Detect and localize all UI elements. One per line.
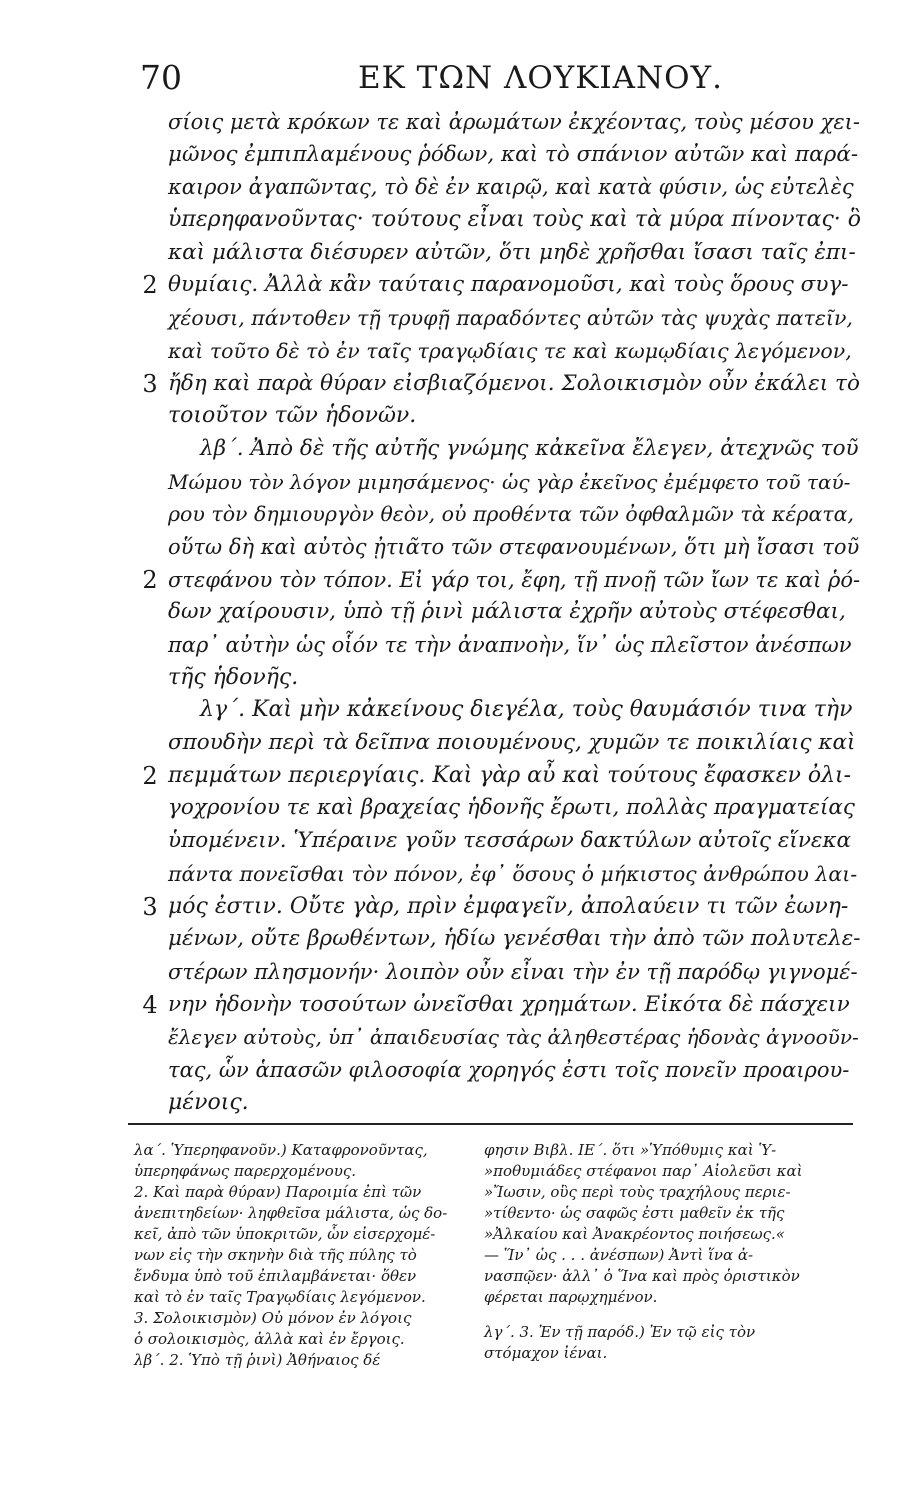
footnote-line: »Ἀλκαίου καὶ Ἀνακρέοντος ποιήσεως.« <box>484 1225 785 1243</box>
text-line <box>168 662 860 695</box>
text-line <box>142 989 860 1022</box>
text-line <box>168 237 860 270</box>
text-line <box>168 1054 860 1087</box>
margin-number: 2 <box>142 761 158 790</box>
line-text: μένων, οὔτε βρωθέντων, ἡδίω γενέσθαι τὴν ἀπὸ τῶν πολυτελε- <box>168 926 861 952</box>
text-line <box>168 1087 860 1120</box>
text-line <box>142 564 861 597</box>
line-text: τας, ὧν ἁπασῶν φιλοσοφία χορηγός ἐστι τοῖς πονεῖν προαιρου- <box>168 1057 850 1082</box>
line-text: πεμμάτων περιεργίαις. Καὶ γὰρ αὖ καὶ τούτους ἔφασκεν ὀλι- <box>168 762 852 788</box>
line-text: ὑπερηφανοῦντας· τούτους εἶναι τοὺς καὶ τὰ μύρα πίνοντας· ὃ <box>168 207 862 233</box>
margin-number: 4 <box>142 990 158 1019</box>
line-text: ἤδη καὶ παρὰ θύραν εἰσβιαζόμενοι. Σολοικισμὸν οὖν ἐκάλει τὸ <box>168 370 860 396</box>
footnote-line: λβ΄. 2. Ὑπὸ τῇ ῥινὶ) Ἀθήναιος δέ <box>134 1351 381 1369</box>
text-line <box>142 269 860 302</box>
text-line <box>168 204 860 237</box>
text-line <box>168 466 860 499</box>
line-text: στεφάνου τὸν τόπον. Εἰ γάρ τοι, ἔφη, τῇ πνοῇ τῶν ἴων τε καὶ ῥό- <box>168 567 861 592</box>
line-text: στέρων πλησμονήν· λοιπὸν οὖν εἶναι τὴν ἐν τῇ παρόδῳ γιγνομέ- <box>168 959 858 984</box>
footnote-line: 3. Σολοικισμὸν) Οὐ μόνον ἐν λόγοις <box>134 1309 412 1327</box>
text-line <box>142 368 860 401</box>
text-line <box>168 825 860 858</box>
line-text: τῆς ἡδονῆς. <box>168 664 299 690</box>
text-line <box>168 531 860 564</box>
line-text: νην ἡδονὴν τοσούτων ὠνεῖσθαι χρημάτων. Εἰκότα δὲ πάσχειν <box>168 991 850 1017</box>
footnote-line: φησιν Βιβλ. ΙΕ΄. ὅτι »Ὑπόθυμις καὶ Ὑ- <box>484 1141 777 1159</box>
text-line <box>168 335 860 368</box>
line-text: σπουδὴν περὶ τὰ δεῖπνα ποιουμένους, χυμῶν τε ποικιλίαις καὶ <box>168 730 856 756</box>
text-line <box>168 400 860 433</box>
line-text: λγ΄. Καὶ μὴν κἀκείνους διεγέλα, τοὺς θαυμάσιόν τινα τὴν <box>200 697 853 723</box>
running-title: ΕΚ ΤΩΝ ΛΟΥΚΙΑΝΟΥ. <box>358 60 723 96</box>
footnote-line: κεῖ, ἀπὸ τῶν ὑποκριτῶν, ὧν εἰσερχομέ- <box>134 1225 436 1243</box>
footnote-line: στόμαχον ἰέναι. <box>484 1344 608 1362</box>
page-number: 70 <box>140 58 182 97</box>
text-line <box>168 498 860 531</box>
margin-number: 3 <box>142 369 158 398</box>
footnotes-left-column <box>134 1140 464 1371</box>
footnote-line: λγ΄. 3. Ἐν τῇ παρόδ.) Ἐν τῷ εἰς τὸν <box>484 1323 756 1341</box>
footnote-line: ἀνεπιτηδείων· ληφθεῖσα μάλιστα, ὡς δο- <box>134 1204 448 1222</box>
margin-number: 2 <box>142 565 158 594</box>
footnotes-right-column <box>484 1140 844 1364</box>
line-text: ὑπομένειν. Ὑπέραινε γοῦν τεσσάρων δακτύλων αὐτοῖς εἵνεκα <box>168 828 852 854</box>
text-line <box>168 694 860 727</box>
line-text: δων χαίρουσιν, ὑπὸ τῇ ῥινὶ μάλιστα ἐχρῆν αὐτοὺς στέφεσθαι, <box>168 599 846 625</box>
text-line <box>142 891 860 924</box>
line-text: τοιοῦτον τῶν ἡδονῶν. <box>168 403 417 429</box>
main-text <box>142 106 862 1119</box>
footnote-line: »ποθυμιάδες στέφανοι παρ᾽ Αἰολεῦσι καὶ <box>484 1162 803 1180</box>
footnote-line: ἔνδυμα ὑπὸ τοῦ ἐπιλαμβάνεται· ὅθεν <box>134 1267 417 1285</box>
footnote-line: ὑπερηφάνως παρερχομένους. <box>134 1162 357 1180</box>
footnote-line: νων εἰς τὴν σκηνὴν διὰ τῆς πύλης τὸ <box>134 1246 417 1264</box>
footnote-line: λα΄. Ὑπερηφανοῦν.) Καταφρονοῦντας, <box>134 1141 428 1159</box>
text-line <box>168 106 860 139</box>
line-text: χέουσι, πάντοθεν τῇ τρυφῇ παραδόντες αὐτῶν τὰς ψυχὰς πατεῖν, <box>168 306 853 331</box>
text-line <box>168 596 860 629</box>
text-line <box>168 171 860 204</box>
text-line <box>168 1021 860 1054</box>
text-line <box>168 433 860 466</box>
line-text: ἔλεγεν αὐτοὺς, ὑπ᾽ ἀπαιδευσίας τὰς ἀληθεστέρας ἡδονὰς ἀγνοοῦν- <box>168 1025 859 1050</box>
text-line <box>168 727 860 760</box>
line-text: μός ἐστιν. Οὔτε γὰρ, πρὶν ἐμφαγεῖν, ἀπολαύειν τι τῶν ἐωνη- <box>168 893 849 919</box>
footnote-divider <box>128 1123 853 1125</box>
text-line <box>168 302 860 335</box>
text-line <box>168 792 860 825</box>
text-line <box>168 956 860 989</box>
text-line <box>168 923 860 956</box>
line-text: οὕτω δὴ καὶ αὐτὸς ᾐτιᾶτο τῶν στεφανουμένων, ὅτι μὴ ἴσασι τοῦ <box>168 534 860 559</box>
margin-number: 3 <box>142 892 158 921</box>
footnote-line: φέρεται παρῳχημένον. <box>484 1288 658 1306</box>
footnote-line: »Ἴωσιν, οὓς περὶ τοὺς τραχήλους περιε- <box>484 1183 791 1201</box>
footnote-line: ὁ σολοικισμὸς, ἀλλὰ καὶ ἐν ἔργοις. <box>134 1330 405 1348</box>
line-text: μῶνος ἐμπιπλαμένους ῥόδων, καὶ τὸ σπάνιον αὐτῶν καὶ παρά- <box>168 141 859 167</box>
line-text: πάντα πονεῖσθαι τὸν πόνον, ἐφ᾽ ὅσους ὁ μήκιστος ἀνθρώπου λαι- <box>168 861 858 886</box>
line-text: καὶ μάλιστα διέσυρεν αὐτῶν, ὅτι μηδὲ χρῆσθαι ἴσασι ταῖς ἐπι- <box>168 239 856 265</box>
text-line <box>168 139 860 172</box>
page-header <box>140 58 860 102</box>
footnote-line: 2. Καὶ παρὰ θύραν) Παροιμία ἐπὶ τῶν <box>134 1183 422 1201</box>
line-text: λβ΄. Ἀπὸ δὲ τῆς αὐτῆς γνώμης κἀκεῖνα ἔλεγεν, ἀτεχνῶς τοῦ <box>200 435 859 461</box>
line-text: μένοις. <box>168 1089 249 1115</box>
footnote-line: — Ἵν᾽ ὡς . . . ἀνέσπων) Ἀντὶ ἵνα ἀ- <box>484 1246 754 1264</box>
line-text: σίοις μετὰ κρόκων τε καὶ ἀρωμάτων ἐκχέοντας, τοὺς μέσου χει- <box>168 110 860 134</box>
text-line <box>168 629 860 662</box>
line-text: γοχρονίου τε καὶ βραχείας ἡδονῆς ἔρωτι, πολλὰς πραγματείας <box>168 795 855 821</box>
line-text: παρ᾽ αὐτὴν ὡς οἷόν τε τὴν ἀναπνοὴν, ἵν᾽ ὡς πλεῖστον ἀνέσπων <box>168 633 852 657</box>
line-text: Μώμου τὸν λόγον μιμησάμενος· ὡς γὰρ ἐκεῖνος ἐμέμφετο τοῦ ταύ- <box>168 469 851 494</box>
footnote-line: καὶ τὸ ἐν ταῖς Τραγῳδίαις λεγόμενον. <box>134 1288 426 1306</box>
line-text: θυμίαις. Ἀλλὰ κἂν ταύταις παρανομοῦσι, καὶ τοὺς ὅρους συγ- <box>168 272 849 298</box>
line-text: καιρον ἀγαπῶντας, τὸ δὲ ἐν καιρῷ, καὶ κατὰ φύσιν, ὡς εὐτελὲς <box>168 175 854 200</box>
text-line <box>142 760 860 793</box>
margin-number: 2 <box>142 271 158 300</box>
line-text: καὶ τοῦτο δὲ τὸ ἐν ταῖς τραγῳδίαις τε καὶ κωμῳδίαις λεγόμενον, <box>168 338 852 363</box>
footnote-line: νασπῷεν· ἀλλ᾽ ὁ Ἵνα καὶ πρὸς ὁριστικὸν <box>484 1267 800 1285</box>
text-line <box>168 858 860 891</box>
line-text: ρου τὸν δημιουργὸν θεὸν, οὐ προθέντα τῶν ὀφθαλμῶν τὰ κέρατα, <box>168 502 854 527</box>
footnote-line: »τίθεντο· ὡς σαφῶς ἐστι μαθεῖν ἐκ τῆς <box>484 1204 785 1222</box>
